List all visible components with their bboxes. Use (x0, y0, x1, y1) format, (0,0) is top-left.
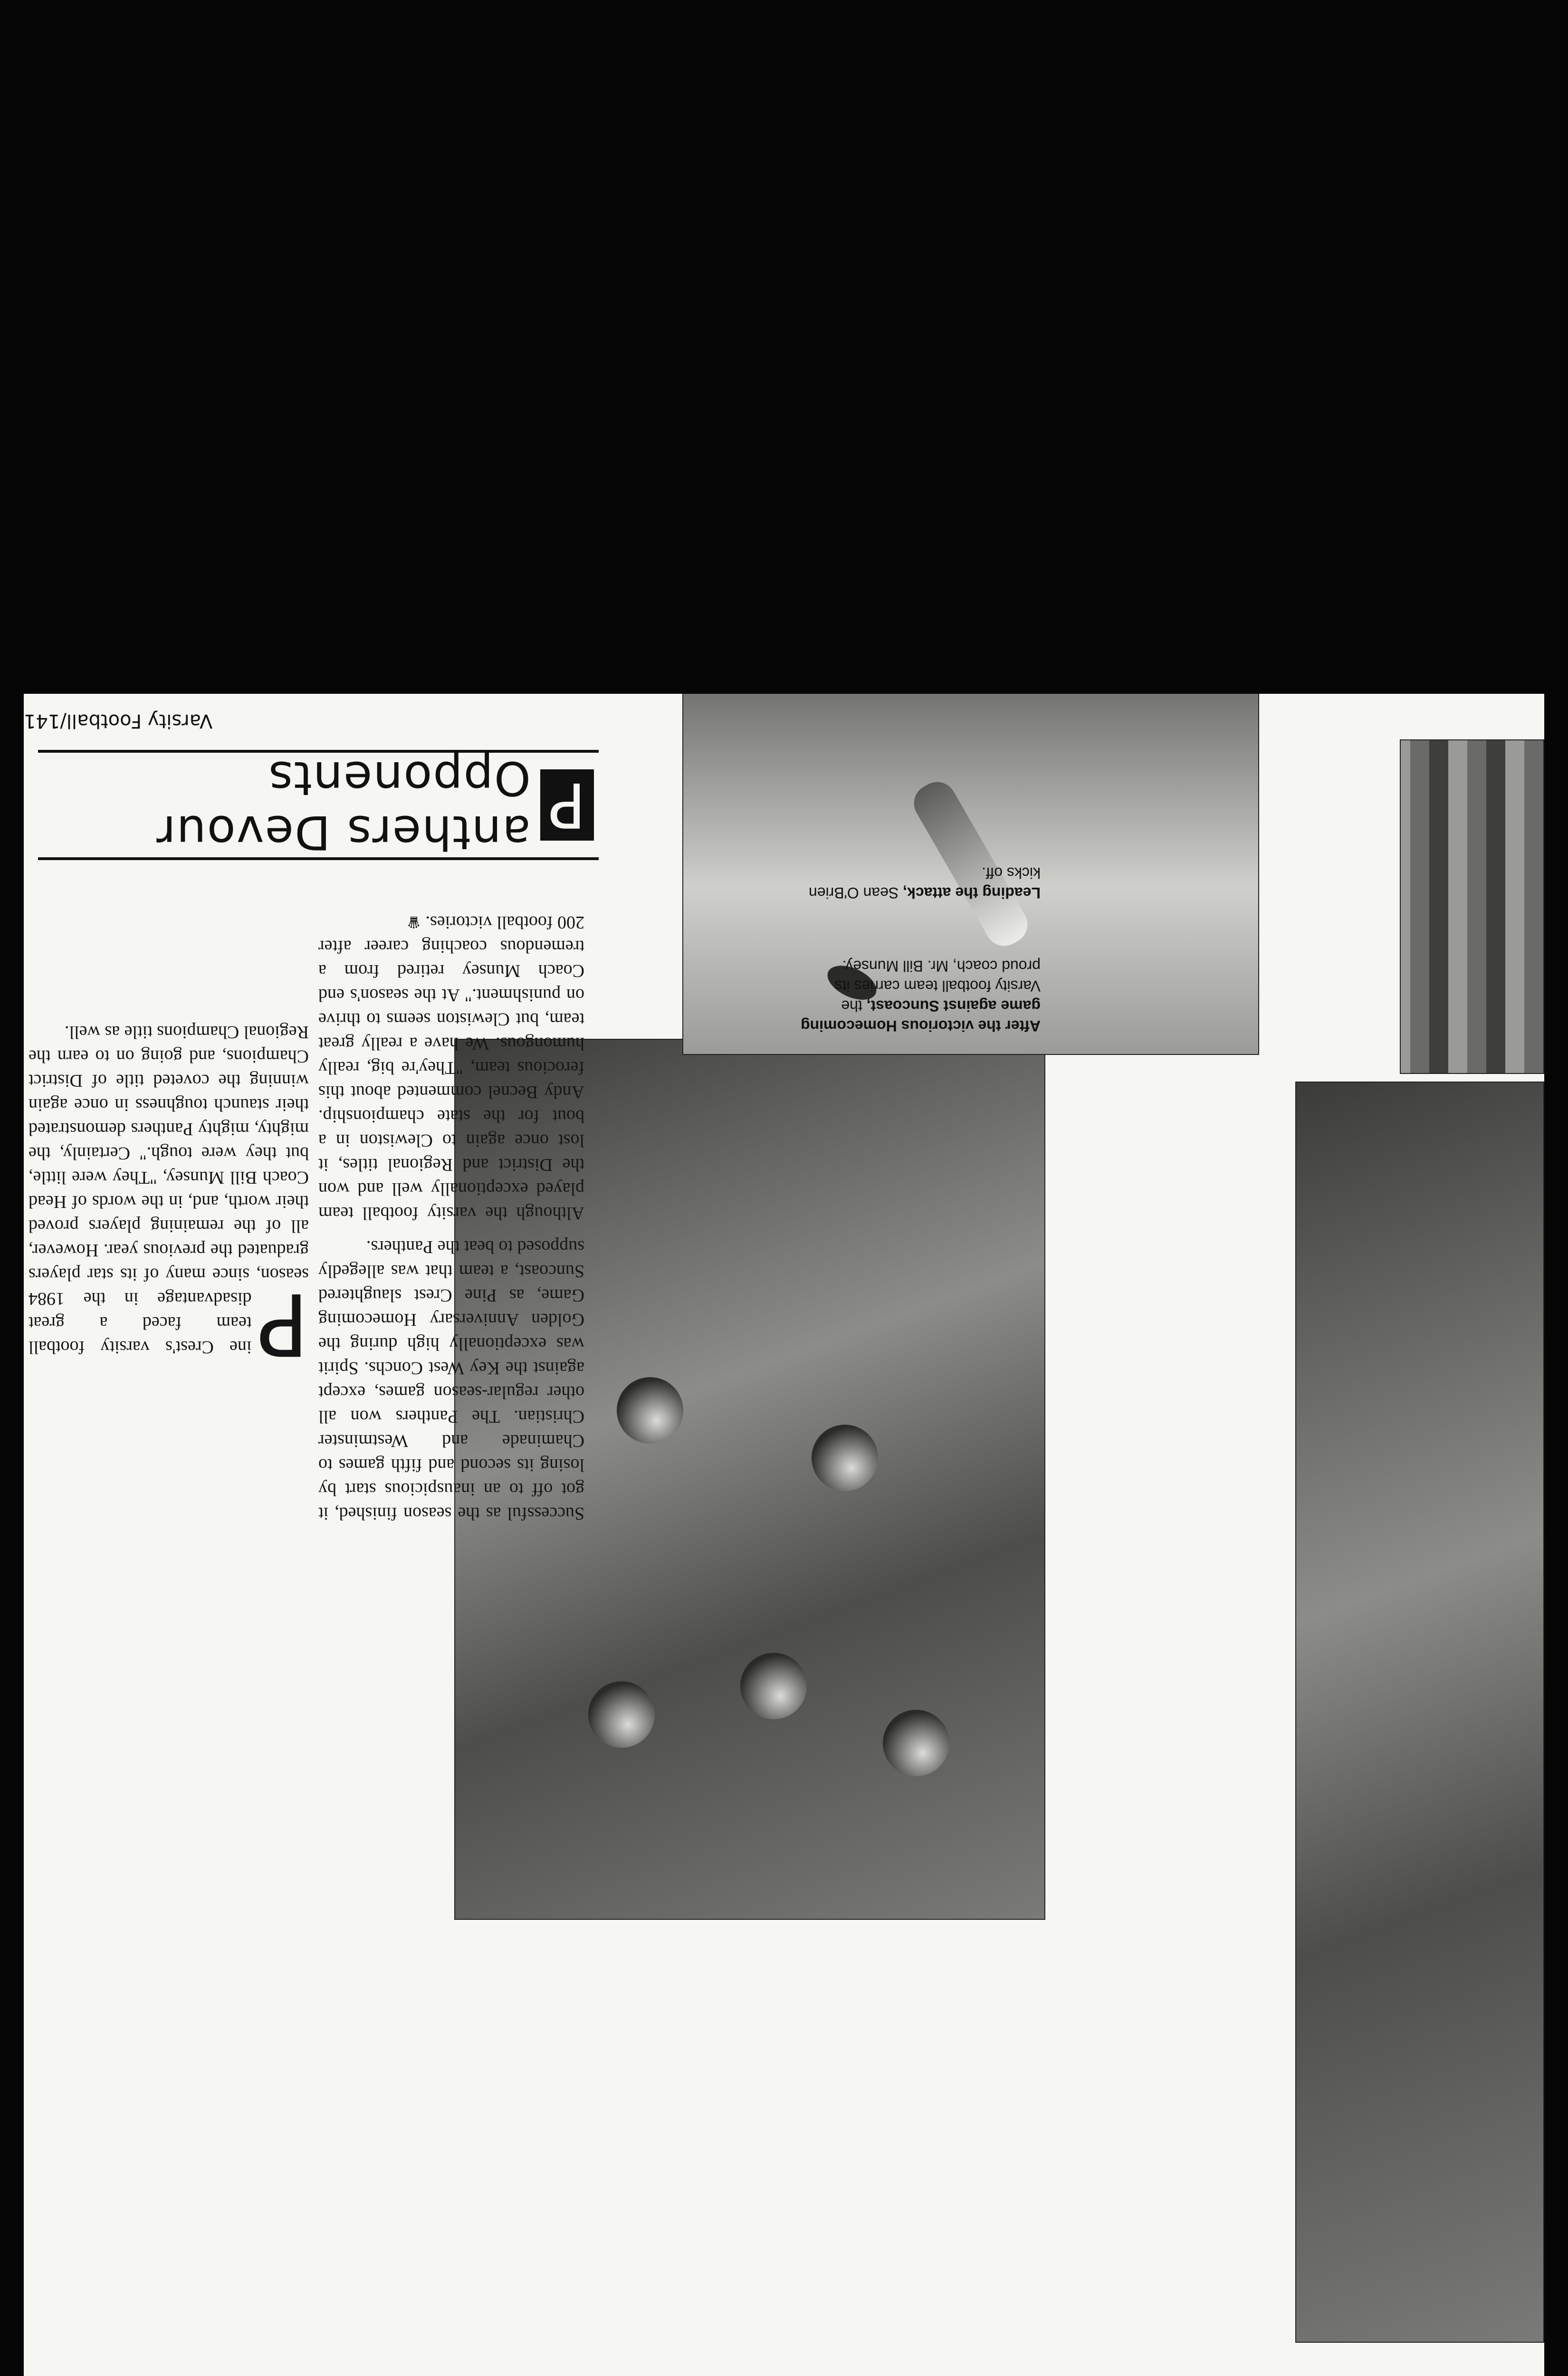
kickoff-caption (794, 863, 1041, 903)
headline-dropcap: P (540, 769, 594, 841)
article-paragraph (318, 910, 584, 1225)
huddle-caption-lead: After the victorious Homecoming game against Suncoast, (801, 997, 1041, 1035)
huddle-caption (794, 956, 1041, 1036)
article-text-1: ine Crest's varsity football team faced a great disadvantage in the 1984 season, since many of its star players graduated the previous year. However, all of the remaining players proved their worth, and, in the words of Head Coach Bill Munsey, "They were little, but they were tough." Certainly, the mighty, mighty Panthers demonstrated their staunch toughness in once again winning the coveted title of District Champions, and going on to earn the Regional Champions title as well. (29, 1022, 309, 1357)
article-column-1 (29, 1020, 309, 1373)
article-text-2: Although the varsity football team played exceptionally well and won the District and Regional titles, it lost once again to Clewiston in a bout for the state championship. Andy Becnel commented about this ferocious team, "They're big, really humongous. We have a really great team, but Clewiston seems to thrive on punishment." At the season's end Coach Munsey retired from a tremendous coaching career after 200 football victories. (318, 912, 584, 1223)
football-action-photo (1295, 1082, 1544, 2343)
helmet-shape (588, 1681, 655, 1748)
article-dropcap: P (257, 1274, 309, 1373)
page-headline (38, 750, 599, 860)
helmet-shape (617, 1377, 683, 1444)
end-mark-icon: ♛ (406, 913, 421, 930)
page-folio: Varsity Football/141 (24, 710, 213, 732)
team-photo (1400, 739, 1544, 1074)
helmet-shape (812, 1425, 878, 1491)
headline-text: anthers Devour Opponents (155, 751, 531, 859)
kickoff-caption-lead: Leading the attack, (903, 884, 1041, 901)
helmet-shape (883, 1710, 949, 1776)
helmet-shape (740, 1653, 807, 1719)
article-column-2 (318, 910, 584, 1525)
huddle-caption-text: the Varsity football team carries its proud coach, Mr. Bill Munsey. (834, 958, 1041, 1015)
yearbook-page (24, 694, 1544, 2376)
kickoff-caption-text: Sean O'Brien kicks off. (808, 864, 1041, 901)
article-text-3: Successful as the season finished, it got off to an inauspicious start by losing its second and fifth games to Chaminade and Westminster Christian. The Panthers won all other regular-season games, except against the Key West Conchs. Spirit was exceptionally high during the Golden Anniversary Homecoming Game, as Pine Crest slaughtered Suncoast, a team that was allegedly supposed to beat the Panthers. (318, 1237, 584, 1523)
